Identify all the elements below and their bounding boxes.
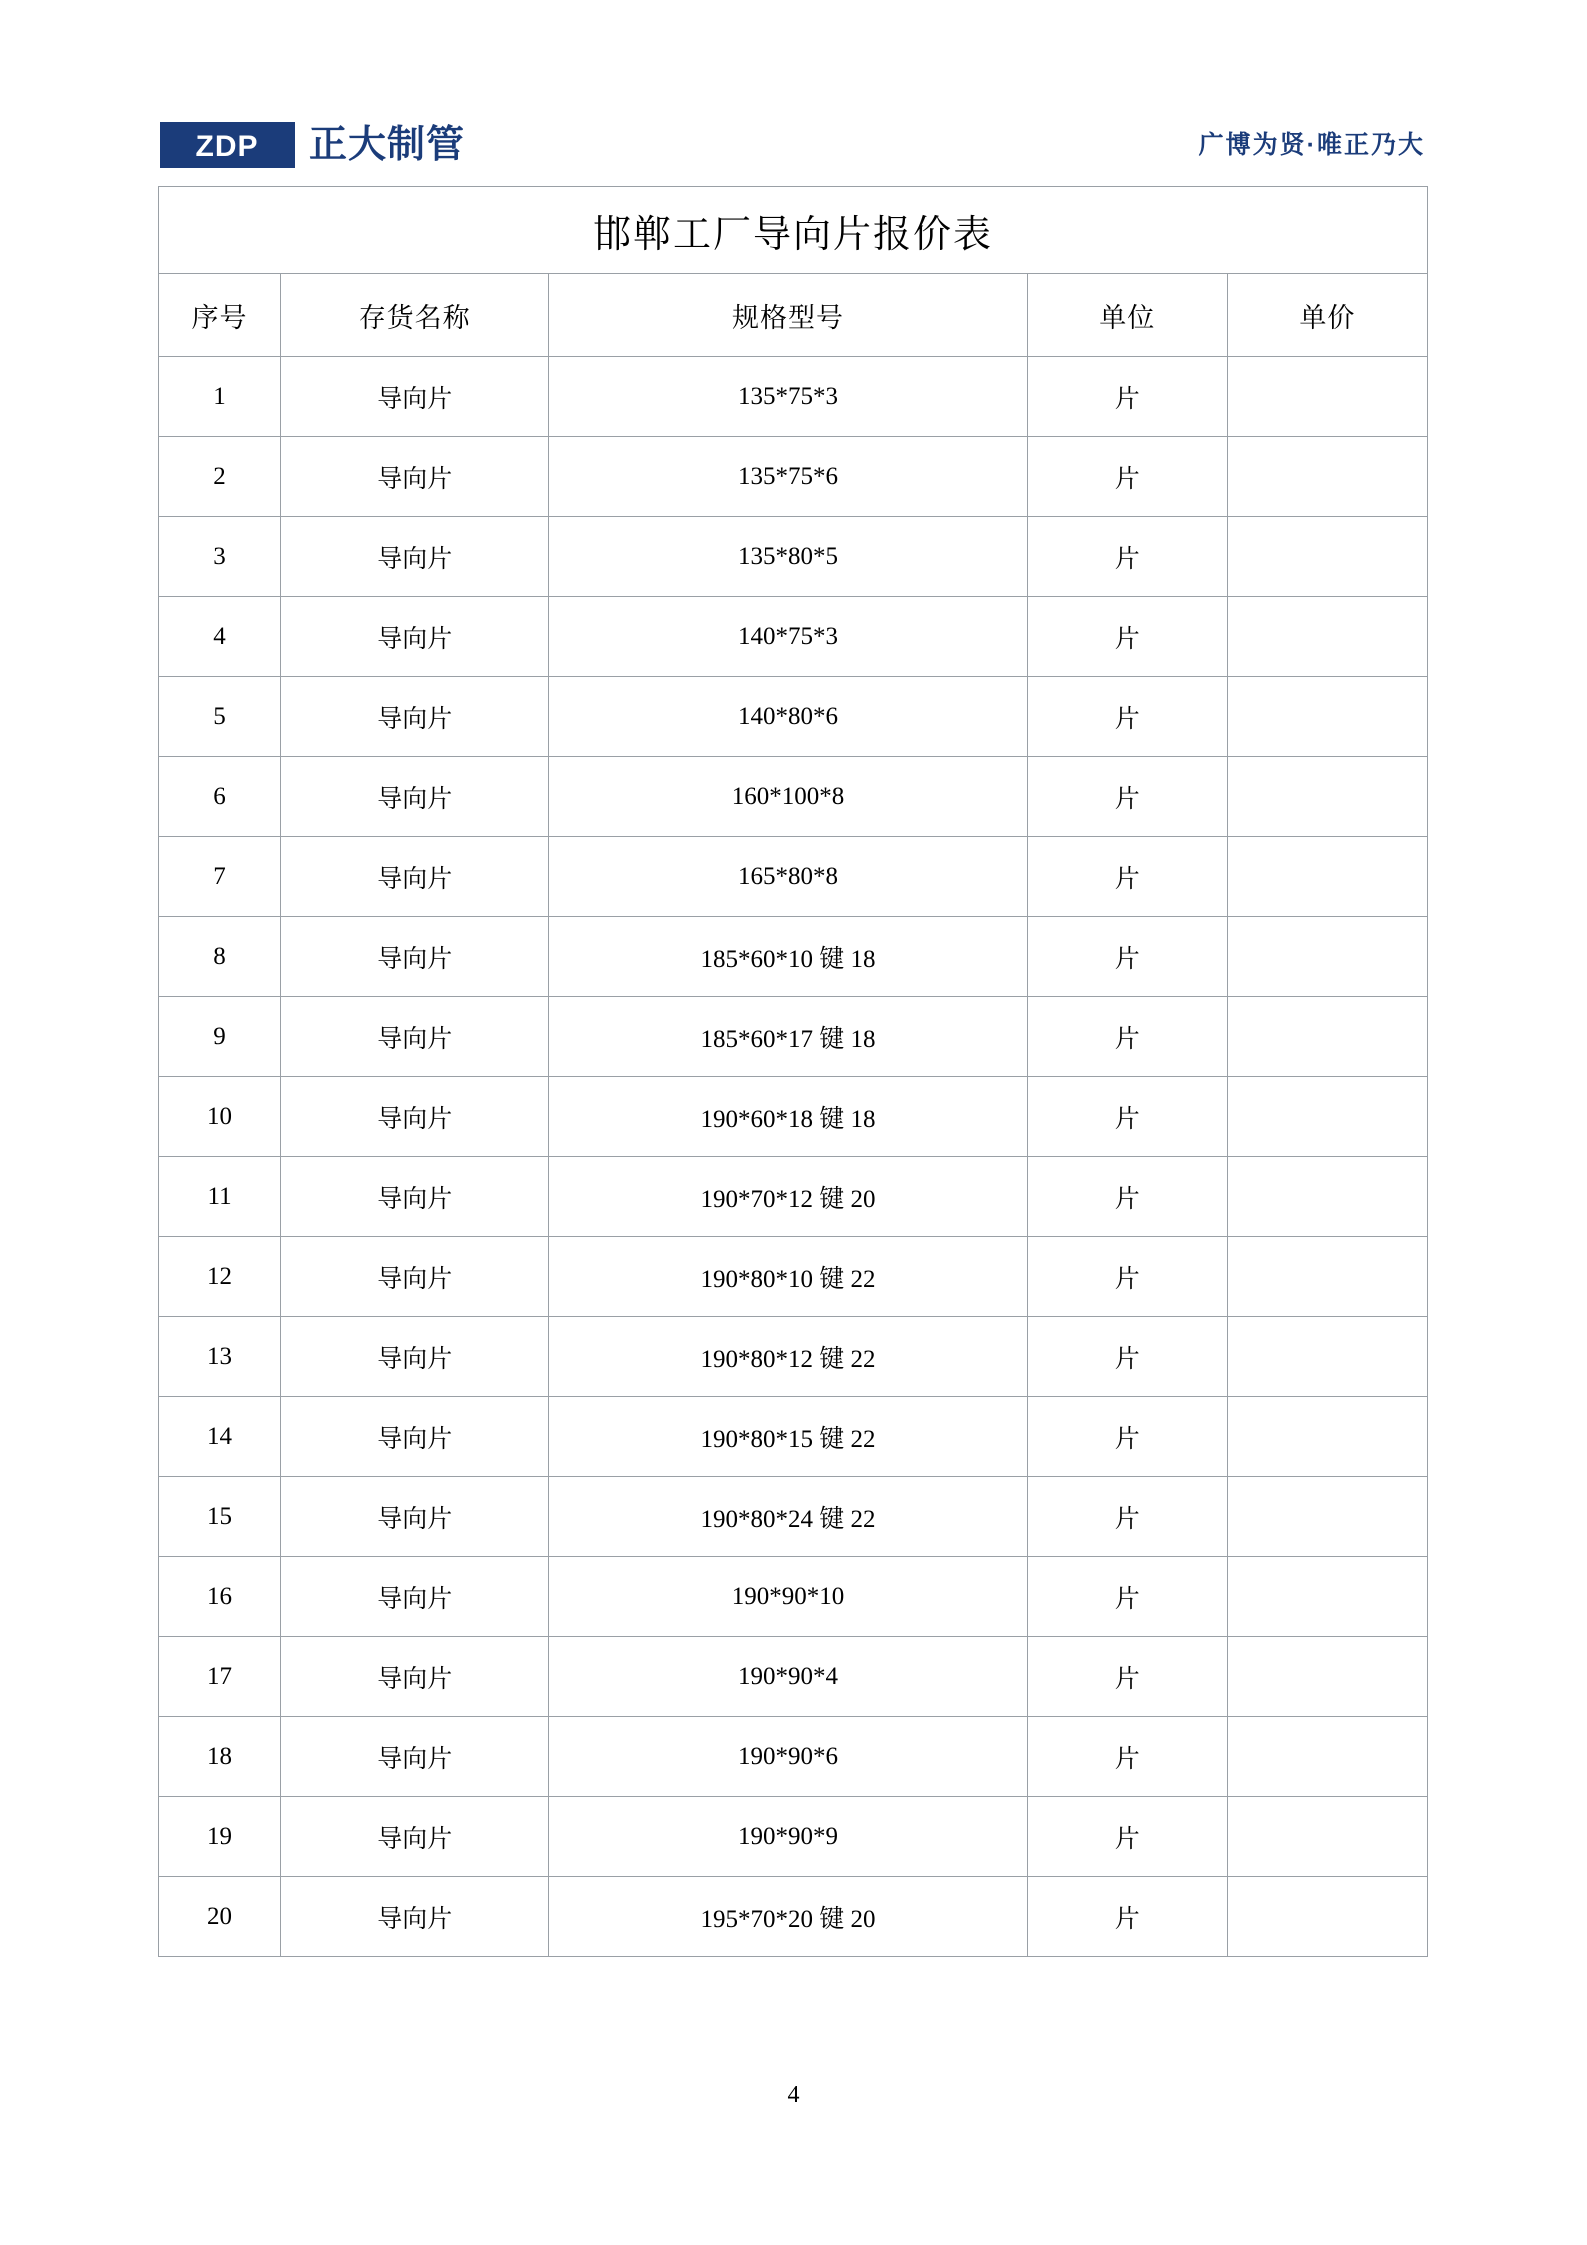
- table-row: [159, 1237, 1428, 1317]
- document-header: [160, 110, 1425, 180]
- cell-spec: 190*90*9: [549, 1797, 1027, 1877]
- cell-unit: 片: [1027, 1237, 1227, 1317]
- cell-unit: 片: [1027, 517, 1227, 597]
- cell-unit: 片: [1027, 1557, 1227, 1637]
- cell-spec: 190*80*24 键 22: [549, 1477, 1027, 1557]
- table-row: [159, 757, 1428, 837]
- cell-spec: 190*60*18 键 18: [549, 1077, 1027, 1157]
- cell-name: 导向片: [281, 357, 549, 437]
- cell-name: 导向片: [281, 1237, 549, 1317]
- table-row: [159, 837, 1428, 917]
- table-row: [159, 1797, 1428, 1877]
- cell-price: [1227, 1637, 1427, 1717]
- cell-price: [1227, 1397, 1427, 1477]
- table-row: [159, 1717, 1428, 1797]
- cell-spec: 190*80*12 键 22: [549, 1317, 1027, 1397]
- table-header-row: [159, 274, 1428, 357]
- cell-price: [1227, 1717, 1427, 1797]
- cell-price: [1227, 1317, 1427, 1397]
- cell-spec: 190*90*6: [549, 1717, 1027, 1797]
- cell-spec: 190*80*10 键 22: [549, 1237, 1027, 1317]
- cell-name: 导向片: [281, 517, 549, 597]
- cell-index: 19: [159, 1797, 281, 1877]
- table-row: [159, 1477, 1428, 1557]
- cell-unit: 片: [1027, 1637, 1227, 1717]
- cell-price: [1227, 757, 1427, 837]
- cell-price: [1227, 837, 1427, 917]
- company-slogan: 广博为贤·唯正乃大: [1198, 131, 1425, 159]
- cell-name: 导向片: [281, 1637, 549, 1717]
- cell-spec: 140*75*3: [549, 597, 1027, 677]
- cell-index: 16: [159, 1557, 281, 1637]
- company-name-text: 正大制管: [309, 124, 466, 166]
- cell-name: 导向片: [281, 1477, 549, 1557]
- table-row: [159, 997, 1428, 1077]
- page-number: 4: [787, 2082, 800, 2108]
- cell-name: 导向片: [281, 757, 549, 837]
- table-title-row: [159, 187, 1428, 274]
- cell-name: 导向片: [281, 1317, 549, 1397]
- table-title: 邯郸工厂导向片报价表: [159, 187, 1428, 274]
- quote-table: [158, 186, 1428, 1957]
- cell-spec: 190*80*15 键 22: [549, 1397, 1027, 1477]
- cell-unit: 片: [1027, 917, 1227, 997]
- column-header-index: 序号: [159, 274, 281, 357]
- cell-name: 导向片: [281, 677, 549, 757]
- cell-spec: 135*75*3: [549, 357, 1027, 437]
- cell-price: [1227, 1877, 1427, 1957]
- cell-name: 导向片: [281, 597, 549, 677]
- cell-price: [1227, 597, 1427, 677]
- column-header-spec: 规格型号: [549, 274, 1027, 357]
- cell-index: 12: [159, 1237, 281, 1317]
- table-row: [159, 1157, 1428, 1237]
- svg-text:ZDP: ZDP: [195, 130, 259, 163]
- cell-name: 导向片: [281, 1877, 549, 1957]
- cell-spec: 140*80*6: [549, 677, 1027, 757]
- cell-price: [1227, 517, 1427, 597]
- cell-index: 17: [159, 1637, 281, 1717]
- cell-name: 导向片: [281, 1157, 549, 1237]
- table-row: [159, 1637, 1428, 1717]
- cell-unit: 片: [1027, 677, 1227, 757]
- table-row: [159, 1317, 1428, 1397]
- cell-unit: 片: [1027, 357, 1227, 437]
- cell-index: 13: [159, 1317, 281, 1397]
- cell-index: 4: [159, 597, 281, 677]
- zdp-logo-icon: [160, 122, 295, 168]
- cell-spec: 135*80*5: [549, 517, 1027, 597]
- cell-spec: 185*60*10 键 18: [549, 917, 1027, 997]
- cell-spec: 190*70*12 键 20: [549, 1157, 1027, 1237]
- table-row: [159, 437, 1428, 517]
- cell-index: 6: [159, 757, 281, 837]
- cell-unit: 片: [1027, 1877, 1227, 1957]
- cell-unit: 片: [1027, 1477, 1227, 1557]
- cell-name: 导向片: [281, 1397, 549, 1477]
- table-row: [159, 1077, 1428, 1157]
- table-row: [159, 917, 1428, 997]
- cell-price: [1227, 1077, 1427, 1157]
- cell-price: [1227, 1477, 1427, 1557]
- table-row: [159, 677, 1428, 757]
- company-logo: [160, 122, 465, 168]
- cell-name: 导向片: [281, 1717, 549, 1797]
- cell-unit: 片: [1027, 1077, 1227, 1157]
- cell-index: 2: [159, 437, 281, 517]
- cell-unit: 片: [1027, 1397, 1227, 1477]
- cell-name: 导向片: [281, 917, 549, 997]
- cell-unit: 片: [1027, 437, 1227, 517]
- cell-unit: 片: [1027, 1717, 1227, 1797]
- cell-index: 3: [159, 517, 281, 597]
- cell-index: 1: [159, 357, 281, 437]
- cell-unit: 片: [1027, 1797, 1227, 1877]
- cell-index: 18: [159, 1717, 281, 1797]
- cell-name: 导向片: [281, 837, 549, 917]
- cell-name: 导向片: [281, 1077, 549, 1157]
- cell-spec: 195*70*20 键 20: [549, 1877, 1027, 1957]
- cell-spec: 135*75*6: [549, 437, 1027, 517]
- cell-unit: 片: [1027, 1157, 1227, 1237]
- table-row: [159, 357, 1428, 437]
- table-row: [159, 1557, 1428, 1637]
- cell-unit: 片: [1027, 757, 1227, 837]
- cell-price: [1227, 1797, 1427, 1877]
- cell-spec: 185*60*17 键 18: [549, 997, 1027, 1077]
- cell-price: [1227, 917, 1427, 997]
- table-row: [159, 517, 1428, 597]
- cell-index: 10: [159, 1077, 281, 1157]
- column-header-price: 单价: [1227, 274, 1427, 357]
- cell-price: [1227, 1557, 1427, 1637]
- cell-index: 20: [159, 1877, 281, 1957]
- table-row: [159, 1397, 1428, 1477]
- cell-index: 14: [159, 1397, 281, 1477]
- cell-name: 导向片: [281, 997, 549, 1077]
- cell-name: 导向片: [281, 437, 549, 517]
- cell-price: [1227, 357, 1427, 437]
- cell-unit: 片: [1027, 1317, 1227, 1397]
- cell-price: [1227, 1157, 1427, 1237]
- cell-unit: 片: [1027, 997, 1227, 1077]
- cell-index: 15: [159, 1477, 281, 1557]
- cell-name: 导向片: [281, 1557, 549, 1637]
- cell-name: 导向片: [281, 1797, 549, 1877]
- table-row: [159, 597, 1428, 677]
- cell-index: 11: [159, 1157, 281, 1237]
- cell-index: 7: [159, 837, 281, 917]
- cell-index: 5: [159, 677, 281, 757]
- cell-index: 9: [159, 997, 281, 1077]
- cell-spec: 160*100*8: [549, 757, 1027, 837]
- cell-unit: 片: [1027, 837, 1227, 917]
- cell-unit: 片: [1027, 597, 1227, 677]
- column-header-name: 存货名称: [281, 274, 549, 357]
- cell-price: [1227, 1237, 1427, 1317]
- table-row: [159, 1877, 1428, 1957]
- cell-price: [1227, 997, 1427, 1077]
- cell-spec: 165*80*8: [549, 837, 1027, 917]
- cell-spec: 190*90*4: [549, 1637, 1027, 1717]
- cell-price: [1227, 437, 1427, 517]
- quote-table-container: [158, 186, 1428, 1957]
- cell-price: [1227, 677, 1427, 757]
- cell-spec: 190*90*10: [549, 1557, 1027, 1637]
- cell-index: 8: [159, 917, 281, 997]
- column-header-unit: 单位: [1027, 274, 1227, 357]
